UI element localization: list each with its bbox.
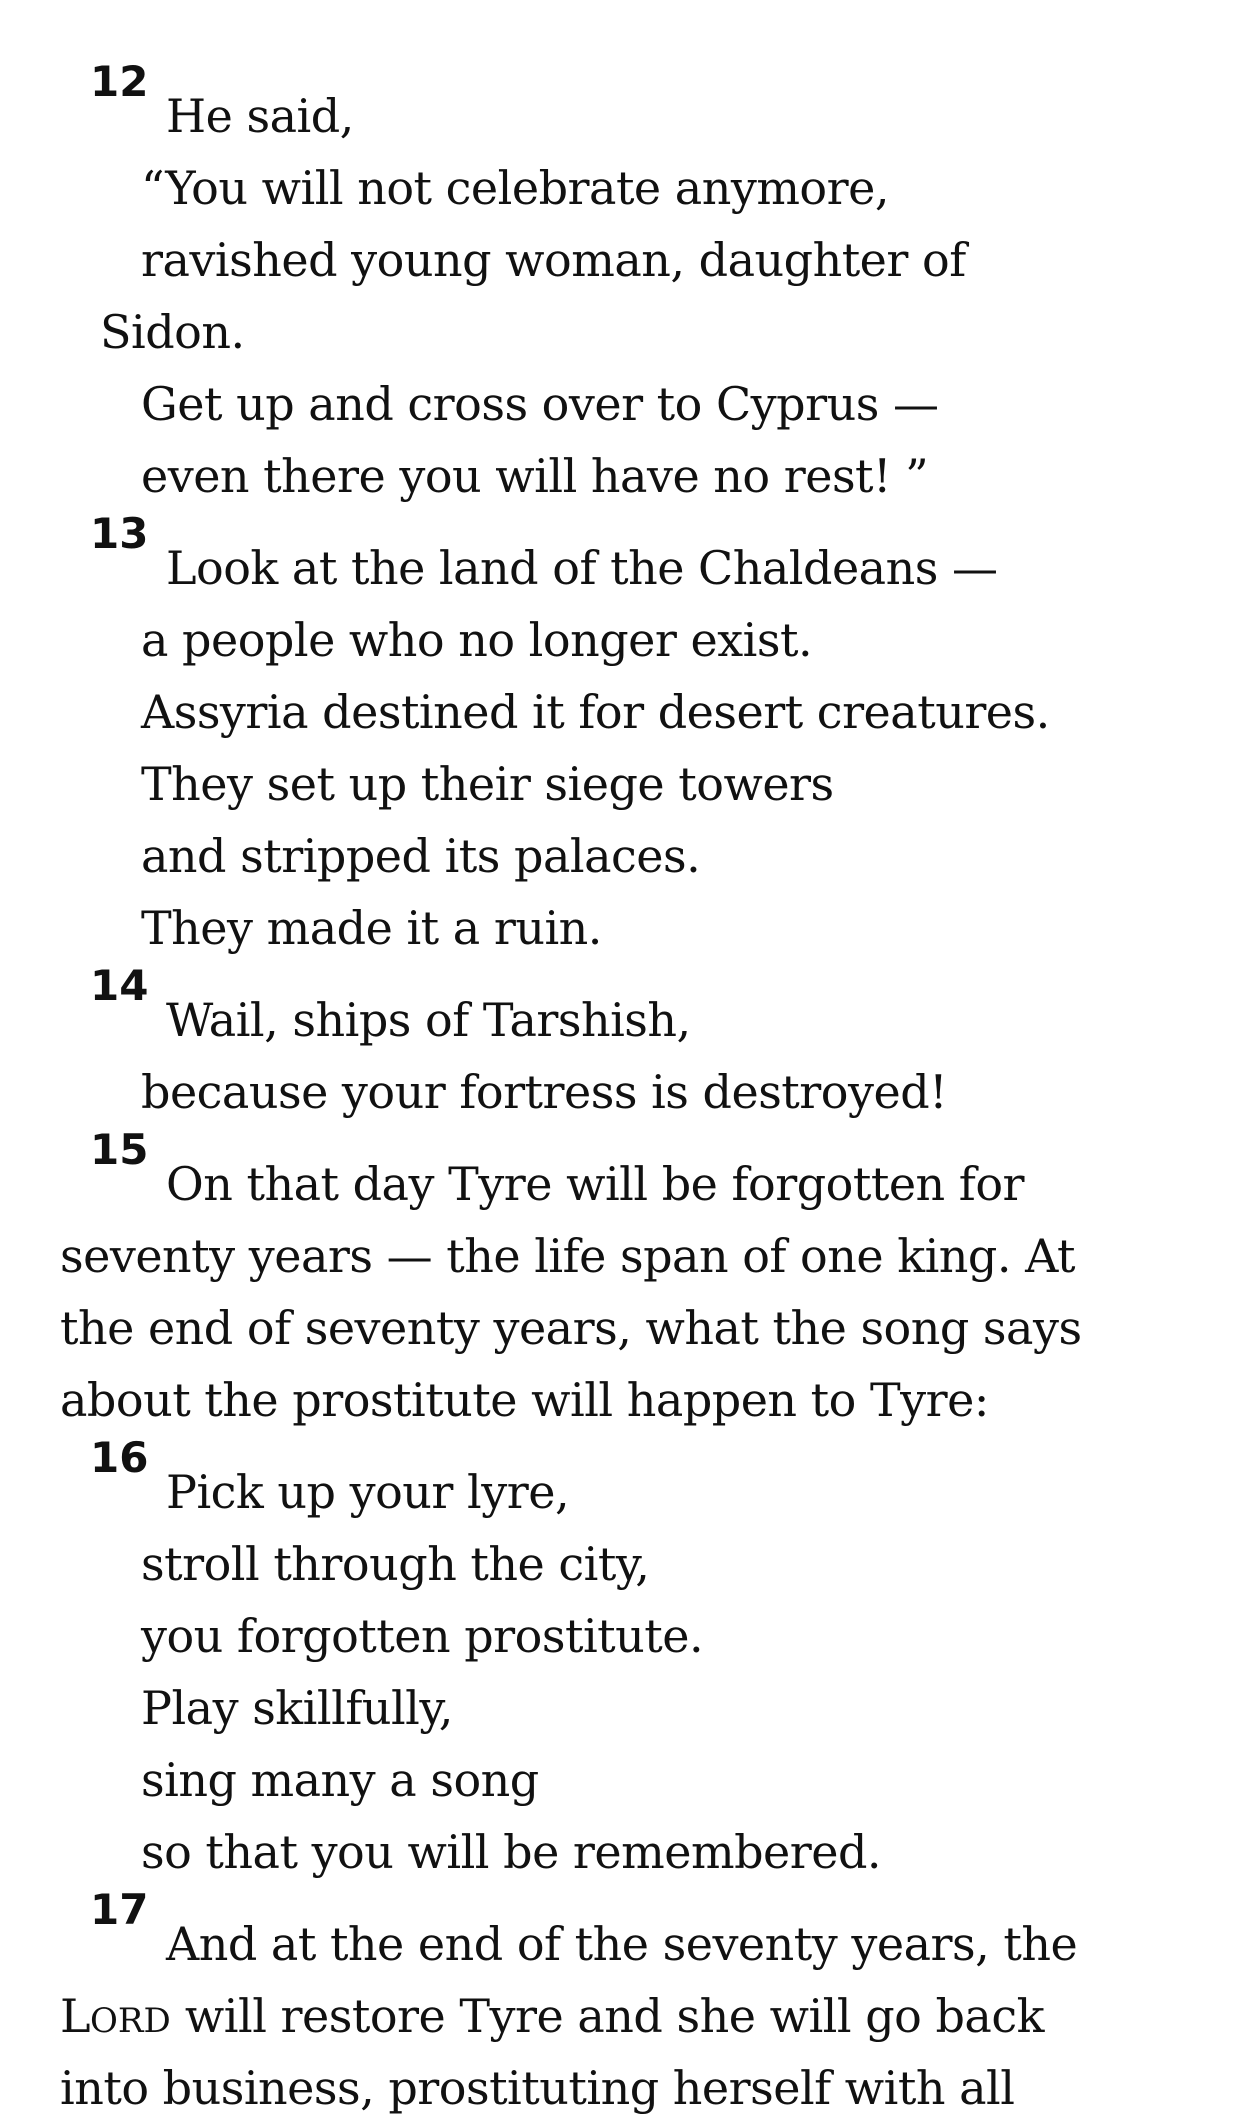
- divine-name-initial: L: [60, 1989, 91, 2043]
- verse-line: On that day Tyre will be forgotten for: [166, 1157, 1025, 1211]
- verse-line: Get up and cross over to Cyprus —: [141, 377, 939, 431]
- verse-line: Wail, ships of Tarshish,: [166, 993, 691, 1047]
- verse-line: you forgotten prostitute.: [141, 1609, 704, 1663]
- verse-number: 14: [90, 961, 149, 1010]
- verse-number: 17: [90, 1885, 149, 1934]
- verse-number: 12: [90, 57, 149, 106]
- verse-line: “You will not celebrate anymore,: [141, 161, 889, 215]
- verse-line: into business, prostituting herself with all: [60, 2061, 1015, 2115]
- verse-number: 13: [90, 509, 149, 558]
- verse-line: the end of seventy years, what the song says: [60, 1301, 1082, 1355]
- verse-line: Sidon.: [100, 305, 245, 359]
- divine-name-small-caps: ORD: [90, 2001, 171, 2041]
- divine-name: [60, 1989, 171, 2043]
- verse-line: sing many a song: [141, 1753, 539, 1807]
- verse-line-text: will restore Tyre and she will go back: [184, 1989, 1044, 2043]
- verse-line: They made it a ruin.: [141, 901, 602, 955]
- verse-line: so that you will be remembered.: [141, 1825, 882, 1879]
- verse-line: And at the end of the seventy years, the: [166, 1917, 1078, 1971]
- verse-line: because your fortress is destroyed!: [141, 1065, 948, 1119]
- verse-line: ravished young woman, daughter of: [141, 233, 966, 287]
- verse-line: Look at the land of the Chaldeans —: [166, 541, 998, 595]
- verse-line: He said,: [166, 89, 354, 143]
- verse-line: about the prostitute will happen to Tyre:: [60, 1373, 989, 1427]
- verse-number: 16: [90, 1433, 149, 1482]
- verse-number: 15: [90, 1125, 149, 1174]
- verse-line: Assyria destined it for desert creatures.: [141, 685, 1050, 739]
- verse-line: They set up their siege towers: [141, 757, 834, 811]
- verse-line: stroll through the city,: [141, 1537, 650, 1591]
- verse-line: and stripped its palaces.: [141, 829, 701, 883]
- verse-line: even there you will have no rest! ”: [141, 449, 929, 503]
- verse-line: Play skillfully,: [141, 1681, 453, 1735]
- verse-line-with-divine-name: [60, 1988, 1044, 2049]
- verse-line: Pick up your lyre,: [166, 1465, 570, 1519]
- verse-line: seventy years — the life span of one king. At: [60, 1229, 1076, 1283]
- verse-line: a people who no longer exist.: [141, 613, 813, 667]
